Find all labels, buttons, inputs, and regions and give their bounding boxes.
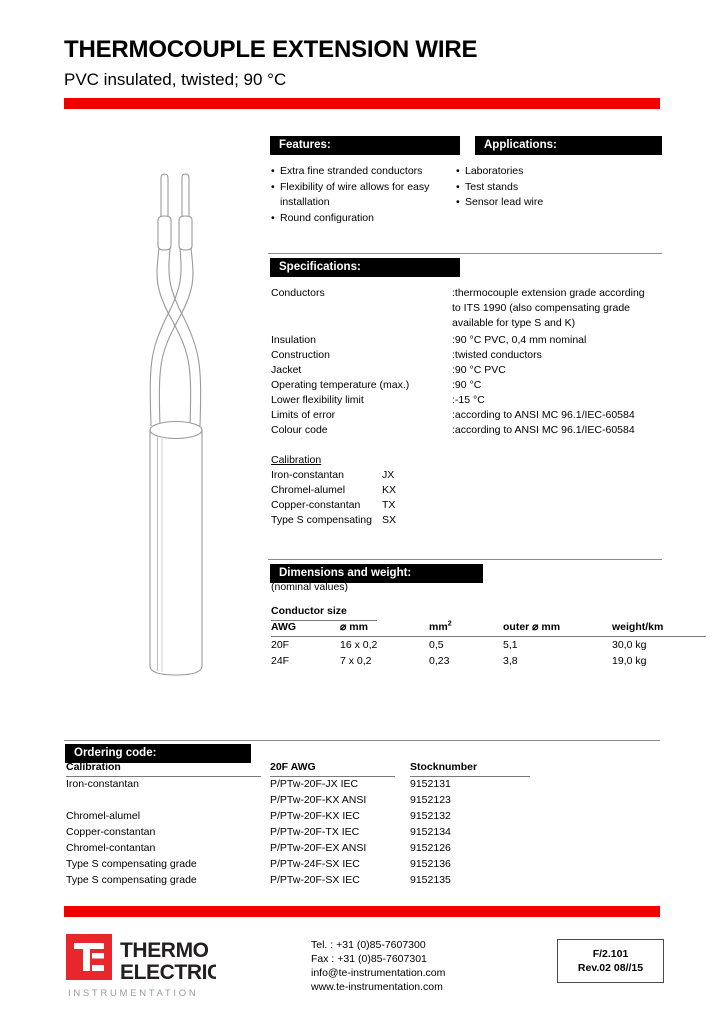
ordering-calibration-3: Copper-constantan xyxy=(66,826,156,838)
spec-value-construction: :twisted conductors xyxy=(452,349,542,361)
revision-box xyxy=(557,939,664,983)
list-item: installation xyxy=(280,196,330,208)
ordering-stocknumber-4: 9152126 xyxy=(410,842,451,854)
conductor-size-title: Conductor size xyxy=(271,604,377,621)
spec-value-conductors-line2: to ITS 1990 (also compensating grade xyxy=(452,302,631,314)
svg-text:ELECTRIC: ELECTRIC xyxy=(120,961,216,984)
col-diameter-mm: ⌀ mm xyxy=(340,620,429,637)
dimensions-heading: Dimensions and weight: xyxy=(270,564,483,583)
contact-website[interactable]: www.te-instrumentation.com xyxy=(311,981,443,993)
list-item: • Laboratories xyxy=(456,164,656,180)
contact-tel: Tel. : +31 (0)85-7607300 xyxy=(311,939,426,951)
cell-area: 0,23 xyxy=(429,655,450,667)
cell-weight: 30,0 kg xyxy=(612,639,647,651)
ordering-code-4: P/PTw-20F-EX ANSI xyxy=(270,842,367,854)
spec-value-insulation: :90 °C PVC, 0,4 mm nominal xyxy=(452,334,587,346)
table-row xyxy=(271,653,706,669)
contact-email[interactable]: info@te-instrumentation.com xyxy=(311,967,446,979)
ordering-code-0: P/PTw-20F-JX IEC xyxy=(270,778,359,790)
cell-outer-diameter: 3,8 xyxy=(503,655,518,667)
calibration-name-2: Copper-constantan xyxy=(271,499,361,511)
list-item: • Flexibility of wire allows for easy xyxy=(271,180,471,196)
ordering-calibration-2: Chromel-alumel xyxy=(66,810,141,822)
cell-outer-diameter: 5,1 xyxy=(503,639,518,651)
ordering-stocknumber-1: 9152123 xyxy=(410,794,451,806)
ordering-col-stocknumber: Stocknumber xyxy=(410,760,530,777)
calibration-name-0: Iron-constantan xyxy=(271,469,344,481)
header-accent-rule xyxy=(64,98,660,109)
cell-awg: 20F xyxy=(271,639,290,651)
ordering-col-calibration: Calibration xyxy=(66,760,261,777)
page-title: THERMOCOUPLE EXTENSION WIRE xyxy=(64,36,478,63)
cell-diameter: 7 x 0,2 xyxy=(340,655,372,667)
ordering-stocknumber-6: 9152135 xyxy=(410,874,451,886)
calibration-code-2: TX xyxy=(382,499,396,511)
svg-text:THERMO: THERMO xyxy=(120,939,209,962)
spec-value-conductors-line3: available for type S and K) xyxy=(452,317,576,329)
features-list xyxy=(271,164,471,226)
dimensions-note: (nominal values) xyxy=(271,581,349,593)
cell-area: 0,5 xyxy=(429,639,444,651)
cell-weight: 19,0 kg xyxy=(612,655,647,667)
spec-value-lower-flexibility-limit: :-15 °C xyxy=(452,394,485,406)
calibration-code-3: SX xyxy=(382,514,397,526)
revision-number: Rev.02 08//15 xyxy=(577,962,644,974)
spec-label-conductors: Conductors xyxy=(271,287,325,299)
ordering-calibration-5: Type S compensating grade xyxy=(66,858,197,870)
spec-label-limits-of-error: Limits of error xyxy=(271,409,336,421)
spec-value-jacket: :90 °C PVC xyxy=(452,364,506,376)
ordering-divider xyxy=(64,740,660,741)
cell-diameter: 16 x 0,2 xyxy=(340,639,378,651)
ordering-col-awg: 20F AWG xyxy=(270,760,395,777)
col-weight-per-km: weight/km xyxy=(612,620,706,637)
document-number: F/2.101 xyxy=(592,948,629,960)
col-area-mm2: $mm^2$ xyxy=(429,620,503,637)
company-logo xyxy=(66,934,216,1002)
spec-label-operating-temperature: Operating temperature (max.) xyxy=(271,379,410,391)
ordering-code-2: P/PTw-20F-KX IEC xyxy=(270,810,360,822)
spec-label-colour-code: Colour code xyxy=(271,424,328,436)
list-item: • Extra fine stranded conductors xyxy=(271,164,471,180)
list-item: • Sensor lead wire xyxy=(456,195,656,211)
spec-value-conductors-line1: :thermocouple extension grade according xyxy=(452,287,645,299)
spec-label-jacket: Jacket xyxy=(271,364,302,376)
calibration-name-3: Type S compensating xyxy=(271,514,372,526)
ordering-calibration-0: Iron-constantan xyxy=(66,778,139,790)
list-item: • Test stands xyxy=(456,180,656,196)
spec-value-limits-of-error: :according to ANSI MC 96.1/IEC-60584 xyxy=(452,409,635,421)
ordering-code-3: P/PTw-20F-TX IEC xyxy=(270,826,360,838)
specifications-divider xyxy=(268,253,662,254)
ordering-heading: Ordering code: xyxy=(65,744,251,763)
ordering-stocknumber-0: 9152131 xyxy=(410,778,451,790)
footer-accent-rule xyxy=(64,906,660,917)
ordering-calibration-4: Chromel-contantan xyxy=(66,842,156,854)
spec-label-lower-flexibility-limit: Lower flexibility limit xyxy=(271,394,364,406)
spec-label-insulation: Insulation xyxy=(271,334,316,346)
col-outer-diameter-mm: outer ⌀ mm xyxy=(503,620,612,637)
twisted-pair-cable-illustration xyxy=(132,168,232,680)
ordering-code-5: P/PTw-24F-SX IEC xyxy=(270,858,360,870)
specifications-heading: Specifications: xyxy=(270,258,460,277)
ordering-stocknumber-3: 9152134 xyxy=(410,826,451,838)
dimensions-divider xyxy=(268,559,662,560)
spec-value-colour-code: :according to ANSI MC 96.1/IEC-60584 xyxy=(452,424,635,436)
dimensions-table xyxy=(271,620,706,669)
calibration-code-1: KX xyxy=(382,484,397,496)
col-awg: AWG xyxy=(271,620,340,637)
spec-label-construction: Construction xyxy=(271,349,330,361)
spec-value-operating-temperature: :90 °C xyxy=(452,379,482,391)
ordering-calibration-6: Type S compensating grade xyxy=(66,874,197,886)
calibration-heading: Calibration xyxy=(271,454,322,466)
ordering-stocknumber-2: 9152132 xyxy=(410,810,451,822)
applications-heading: Applications: xyxy=(475,136,662,155)
features-heading: Features: xyxy=(270,136,460,155)
list-item: • Round configuration xyxy=(271,211,471,227)
applications-list xyxy=(456,164,656,211)
cell-awg: 24F xyxy=(271,655,290,667)
table-header-row xyxy=(271,620,706,637)
page-subtitle: PVC insulated, twisted; 90 °C xyxy=(64,70,287,89)
table-row xyxy=(271,637,706,654)
ordering-stocknumber-5: 9152136 xyxy=(410,858,451,870)
ordering-code-1: P/PTw-20F-KX ANSI xyxy=(270,794,367,806)
contact-fax: Fax : +31 (0)85-7607301 xyxy=(311,953,427,965)
svg-text:INSTRUMENTATION: INSTRUMENTATION xyxy=(68,988,199,999)
calibration-name-1: Chromel-alumel xyxy=(271,484,346,496)
calibration-code-0: JX xyxy=(382,469,395,481)
ordering-code-6: P/PTw-20F-SX IEC xyxy=(270,874,360,886)
